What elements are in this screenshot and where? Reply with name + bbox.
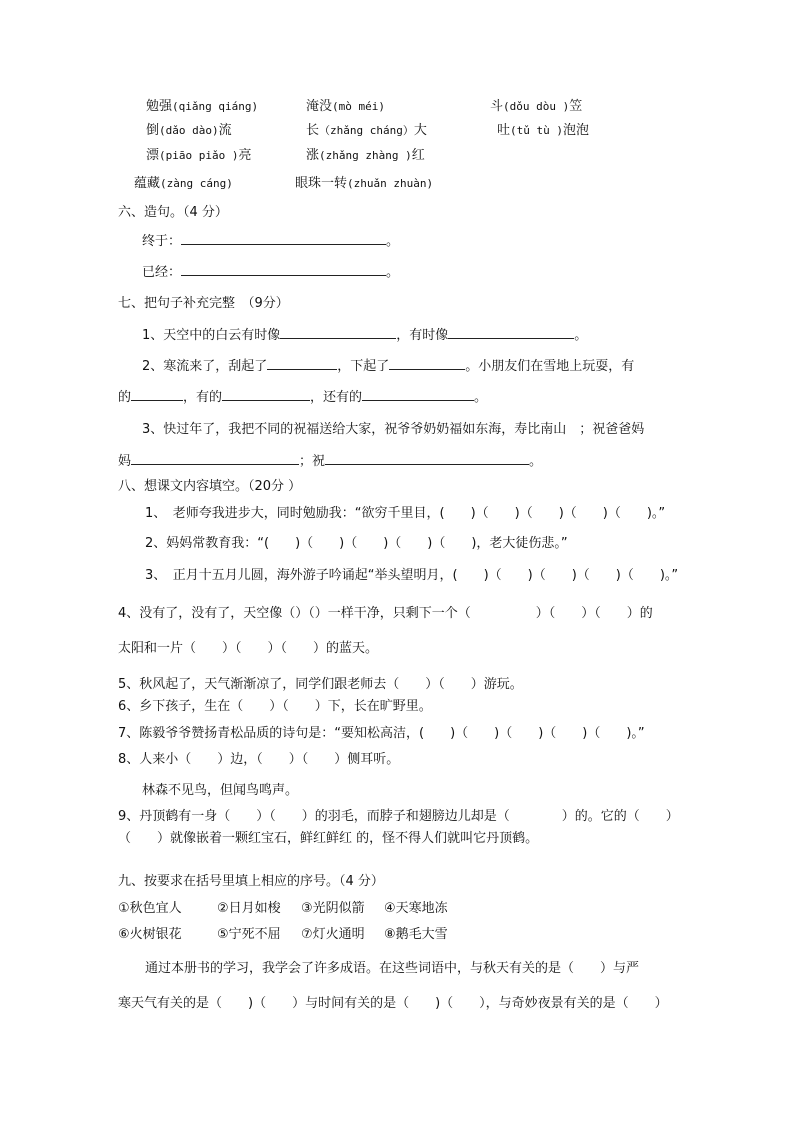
- text: ，有的: [183, 390, 223, 405]
- word: 淹没: [306, 99, 333, 114]
- text: 。小朋友们在雪地上玩耍，有: [465, 359, 635, 374]
- pinyin-row-1b: [306, 98, 385, 116]
- text: 。: [574, 328, 588, 343]
- question-2: 2、妈妈常教育我：“( )（ )（ )（ )（ )，老大徒伤悲。”: [145, 536, 568, 551]
- pinyin-row-1: [146, 98, 258, 116]
- pinyin-options: (piāo piǎo ): [159, 149, 239, 162]
- section-9-title: 九、按要求在括号里填上相应的序号。（4 分）: [118, 874, 384, 889]
- paragraph-line-1: 通过本册书的学习，我学会了许多成语。在这些词语中，与秋天有关的是（ ）与严: [145, 961, 640, 976]
- word-tail: 笠: [569, 99, 583, 114]
- answer-blank[interactable]: [131, 388, 183, 401]
- text: 的: [118, 390, 132, 405]
- word: 长: [306, 123, 320, 138]
- word: 斗: [490, 99, 504, 114]
- section-8-title: 八、想课文内容填空。（20分 ）: [118, 479, 302, 494]
- answer-blank[interactable]: [131, 452, 299, 465]
- word-tail: 泡泡: [563, 123, 590, 138]
- idiom-option: ③光阴似箭: [301, 901, 365, 916]
- pinyin-options: (dǒu dòu ): [503, 100, 570, 113]
- text: ；祝: [299, 454, 326, 469]
- answer-blank[interactable]: [181, 263, 386, 276]
- answer-blank[interactable]: [325, 452, 529, 465]
- question-9b: （ ）就像嵌着一颗红宝石，鲜红鲜红 的，怪不得人们就叫它丹顶鹤。: [118, 831, 539, 846]
- answer-blank[interactable]: [448, 326, 574, 339]
- question-5: 5、秋风起了，天气渐渐凉了，同学们跟老师去（ ）（ ）游玩。: [118, 677, 523, 692]
- idiom-option: ①秋色宜人: [118, 901, 182, 916]
- idiom-option: ⑤宁死不屈: [217, 927, 281, 942]
- pinyin-row-3b: [306, 147, 425, 165]
- word-tail: 亮: [238, 148, 252, 163]
- end-mark: 。: [386, 234, 400, 249]
- idiom-option: ⑥火树银花: [118, 927, 182, 942]
- section-6-title: 六、造句。（4 分）: [118, 205, 228, 220]
- s7-line-2: [142, 357, 634, 376]
- idiom-option: ⑧鹅毛大雪: [384, 927, 448, 942]
- pinyin-options: (zhuǎn zhuàn): [347, 177, 434, 190]
- word: 勉强: [146, 99, 173, 114]
- text: 2、寒流来了，刮起了: [142, 359, 268, 374]
- word-tail: 流: [218, 123, 232, 138]
- text: 。: [529, 454, 543, 469]
- answer-blank[interactable]: [280, 326, 396, 339]
- question-8-poem-line: 林森不见鸟，但闻鸟鸣声。: [142, 783, 299, 798]
- word: 蕴藏: [134, 176, 161, 191]
- pinyin-options: (qiǎng qiáng): [172, 100, 259, 113]
- pinyin-row-2: [146, 122, 232, 140]
- idiom-option: ④天寒地冻: [384, 901, 448, 916]
- item-label: 已经：: [142, 265, 182, 280]
- word: 吐: [497, 123, 511, 138]
- question-1: 1、 老师夸我进步大，同时勉励我：“欲穷千里目，( )（ )（ )（ )（ )。”: [145, 506, 666, 521]
- word-tail: 红: [411, 148, 425, 163]
- s7-line-3: [118, 388, 487, 407]
- word: 倒: [146, 123, 160, 138]
- word: 涨: [306, 148, 320, 163]
- item-label: 终于：: [142, 234, 182, 249]
- sentence-item-1: [142, 232, 399, 251]
- text: ，还有的: [310, 390, 363, 405]
- pinyin-row-2b: [306, 122, 427, 140]
- pinyin-row-4: [134, 175, 233, 193]
- s7-line-5: [118, 452, 542, 471]
- answer-blank[interactable]: [181, 232, 386, 245]
- question-8: 8、人来小（ ）边，（ ）（ ）侧耳听。: [118, 752, 400, 767]
- pinyin-options: （zhǎng cháng）: [319, 124, 414, 137]
- question-3: 3、 正月十五月儿圆，海外游子吟诵起“举头望明月，( )（ )（ )（ )（ )。”: [145, 568, 679, 583]
- pinyin-options: (zàng cáng): [160, 177, 233, 190]
- pinyin-row-1c: [490, 98, 582, 116]
- s7-line-4: 3、快过年了，我把不同的祝福送给大家，祝爷爷奶奶福如东海，寿比南山 ；祝爸爸妈: [142, 422, 645, 437]
- answer-blank[interactable]: [389, 357, 465, 370]
- idiom-row-2: [118, 926, 448, 944]
- text: ，下起了: [337, 359, 390, 374]
- text: 妈: [118, 454, 132, 469]
- idiom-option: ②日月如梭: [217, 901, 281, 916]
- word: 漂: [146, 148, 160, 163]
- s7-line-1: [142, 326, 587, 345]
- idiom-row-1: [118, 900, 448, 918]
- answer-blank[interactable]: [222, 388, 310, 401]
- text: 。: [474, 390, 488, 405]
- text: 1、天空中的白云有时像: [142, 328, 281, 343]
- paragraph-line-2: 寒天气有关的是（ )（ ）与时间有关的是（ )（ ），与奇妙夜景有关的是（ ）: [118, 996, 668, 1011]
- pinyin-row-4b: [295, 175, 433, 193]
- question-4a: 4、没有了，没有了，天空像（）（）一样干净，只剩下一个（ ）（ ）（ ）的: [118, 606, 653, 621]
- pinyin-options: (tǔ tù ): [510, 124, 563, 137]
- answer-blank[interactable]: [267, 357, 337, 370]
- pinyin-options: (zhǎng zhàng ): [319, 149, 412, 162]
- answer-blank[interactable]: [362, 388, 474, 401]
- pinyin-options: (dǎo dào): [159, 124, 219, 137]
- question-9a: 9、丹顶鹤有一身（ ）（ ）的羽毛，而脖子和翅膀边儿却是（ ）的。它的（ ）: [118, 809, 679, 824]
- pinyin-row-3: [146, 147, 252, 165]
- pinyin-options: (mò méi): [332, 100, 385, 113]
- text: ，有时像: [396, 328, 449, 343]
- idiom-option: ⑦灯火通明: [301, 927, 365, 942]
- sentence-item-2: [142, 263, 399, 282]
- section-7-title: 七、把句子补充完整 （9分）: [118, 296, 289, 311]
- pinyin-row-2c: [497, 122, 589, 140]
- question-4b: 太阳和一片（ ）（ ）（ ）的蓝天。: [118, 641, 379, 656]
- word: 眼珠一转: [295, 176, 348, 191]
- word-tail: 大: [413, 123, 427, 138]
- question-7: 7、陈毅爷爷赞扬青松品质的诗句是：“要知松高洁，( )（ )（ )（ )（ )。”: [118, 726, 645, 741]
- question-6: 6、乡下孩子，生在（ ）（ ）下，长在旷野里。: [118, 699, 432, 714]
- end-mark: 。: [386, 265, 400, 280]
